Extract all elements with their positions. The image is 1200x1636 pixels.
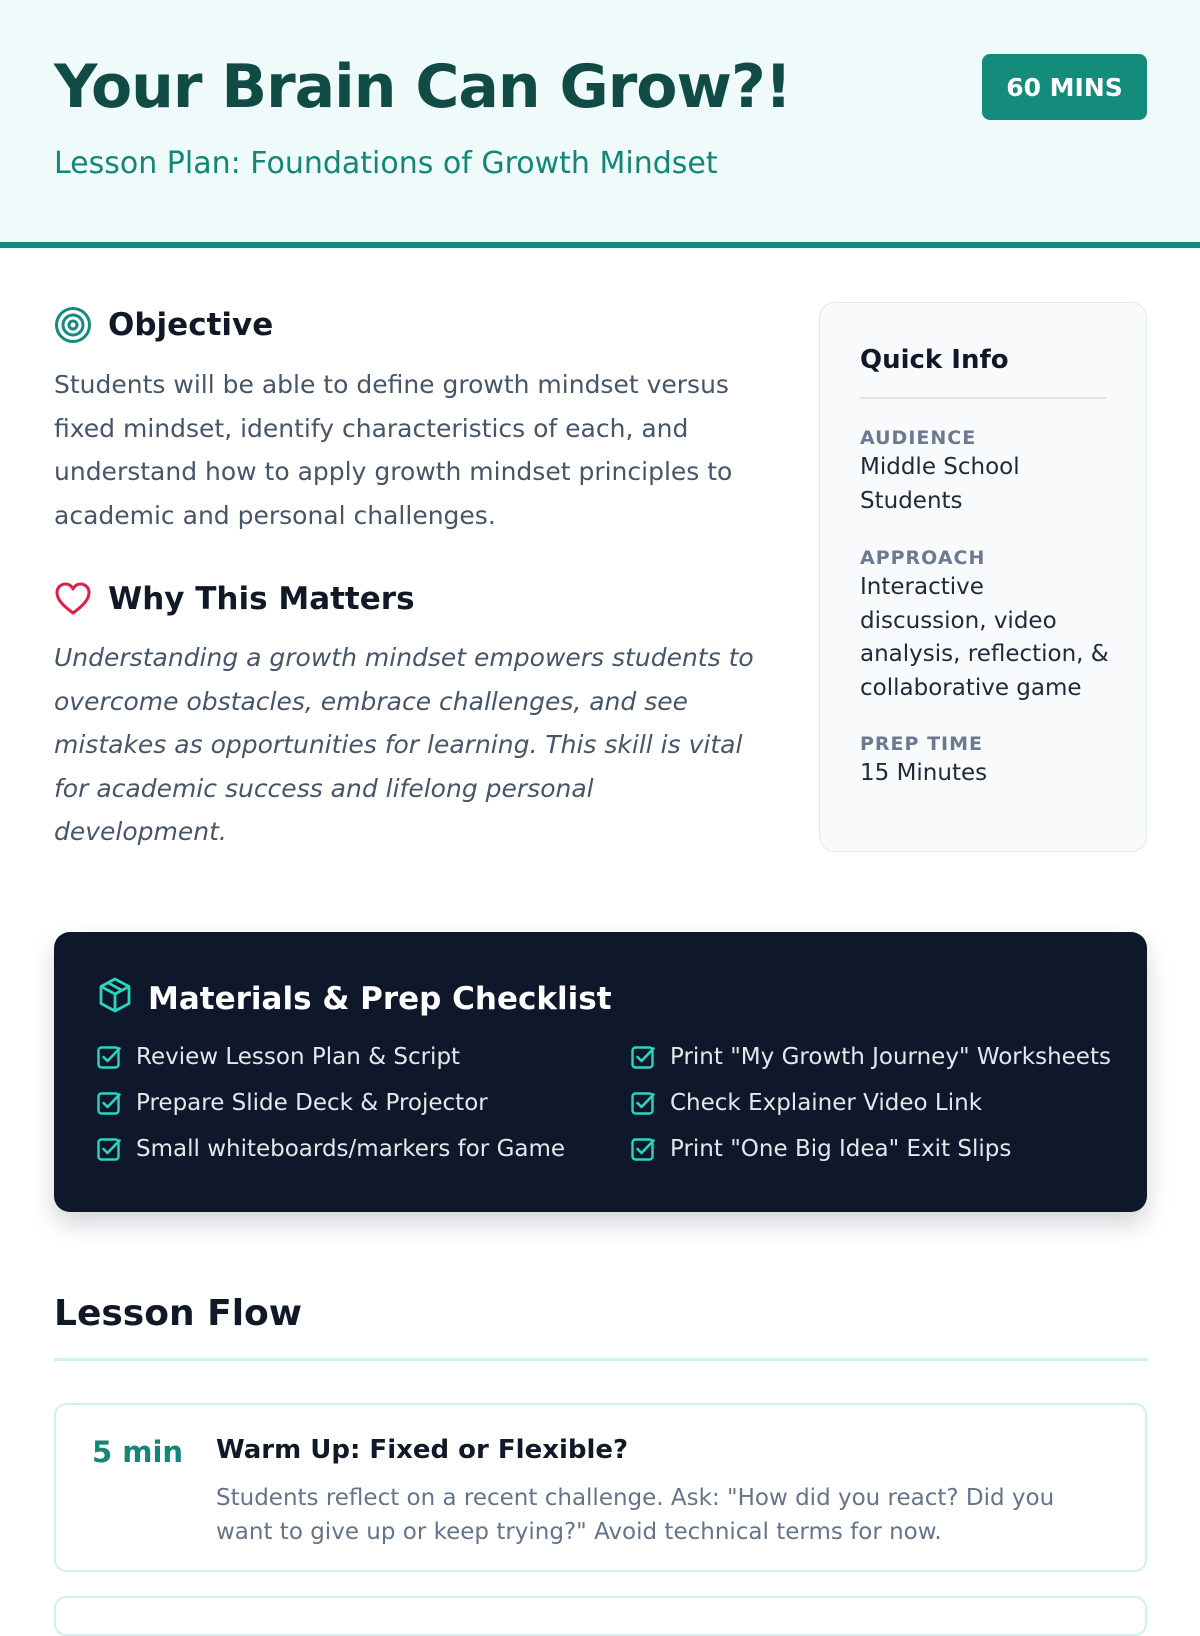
- materials-checklist-panel: [54, 932, 1147, 1212]
- step-title: Warm Up: Fixed or Flexible?: [216, 1435, 629, 1465]
- lesson-flow-divider: [54, 1358, 1147, 1361]
- page-subtitle: Lesson Plan: Foundations of Growth Mindset: [54, 146, 718, 181]
- checklist-item[interactable]: [630, 1136, 1011, 1162]
- why-heading-row: [54, 580, 415, 618]
- checklist-item[interactable]: [96, 1044, 460, 1070]
- checklist-item-label: Prepare Slide Deck & Projector: [136, 1090, 488, 1116]
- prep-time-label: PREP TIME: [860, 733, 983, 755]
- checkbox-checked-icon: [96, 1044, 122, 1070]
- lesson-step-card-partial: [54, 1596, 1147, 1636]
- step-duration: 5 min: [92, 1435, 184, 1469]
- checklist-item[interactable]: [96, 1090, 488, 1116]
- objective-heading-row: [54, 306, 273, 344]
- checklist-item-label: Check Explainer Video Link: [670, 1090, 983, 1116]
- quick-info-title: Quick Info: [860, 345, 1009, 375]
- lesson-flow-heading: Lesson Flow: [54, 1293, 303, 1334]
- step-description: Students reflect on a recent challenge. Ask: "How did you react? Did you want to give up or keep trying?" Avoid technical terms for now.: [216, 1485, 1055, 1545]
- quick-info-divider: [860, 397, 1106, 399]
- checkbox-checked-icon: [630, 1044, 656, 1070]
- box-icon: [96, 976, 134, 1022]
- duration-badge: 60 MINS: [982, 54, 1147, 120]
- objective-heading: Objective: [108, 307, 274, 343]
- lesson-header: [0, 0, 1200, 248]
- audience-value: Middle School Students: [860, 454, 1020, 514]
- materials-heading: Materials & Prep Checklist: [148, 981, 612, 1017]
- checklist-item[interactable]: [630, 1044, 1111, 1070]
- checkbox-checked-icon: [630, 1136, 656, 1162]
- checklist-item-label: Print "My Growth Journey" Worksheets: [670, 1044, 1111, 1070]
- objective-text: Students will be able to define growth mindset versus fixed mindset, identify characteristics of each, and understand how to apply growth mindset principles to academic and personal challenges.: [54, 370, 733, 530]
- why-heading: Why This Matters: [108, 581, 415, 617]
- checkbox-checked-icon: [96, 1090, 122, 1116]
- checklist-item-label: Print "One Big Idea" Exit Slips: [670, 1136, 1012, 1162]
- checklist-item-label: Review Lesson Plan & Script: [136, 1044, 461, 1070]
- prep-time-value: 15 Minutes: [860, 760, 988, 786]
- checkbox-checked-icon: [96, 1136, 122, 1162]
- target-icon: [54, 306, 92, 344]
- checkbox-checked-icon: [630, 1090, 656, 1116]
- checklist-item-label: Small whiteboards/markers for Game: [136, 1136, 566, 1162]
- checklist-item[interactable]: [96, 1136, 565, 1162]
- heart-icon: [54, 580, 92, 618]
- lesson-step-card: [54, 1403, 1147, 1572]
- audience-label: AUDIENCE: [860, 427, 977, 449]
- quick-info-card: [819, 302, 1147, 852]
- checklist-item[interactable]: [630, 1090, 982, 1116]
- approach-label: APPROACH: [860, 547, 986, 569]
- approach-value: Interactive discussion, video analysis, reflection, & collaborative game: [860, 574, 1109, 701]
- page-title: Your Brain Can Grow?!: [54, 52, 792, 122]
- why-text: Understanding a growth mindset empowers students to overcome obstacles, embrace challenges, and see mistakes as opportunities for learning. This skill is vital for academic success and lifelong personal development.: [54, 643, 754, 846]
- materials-heading-row: [96, 976, 612, 1022]
